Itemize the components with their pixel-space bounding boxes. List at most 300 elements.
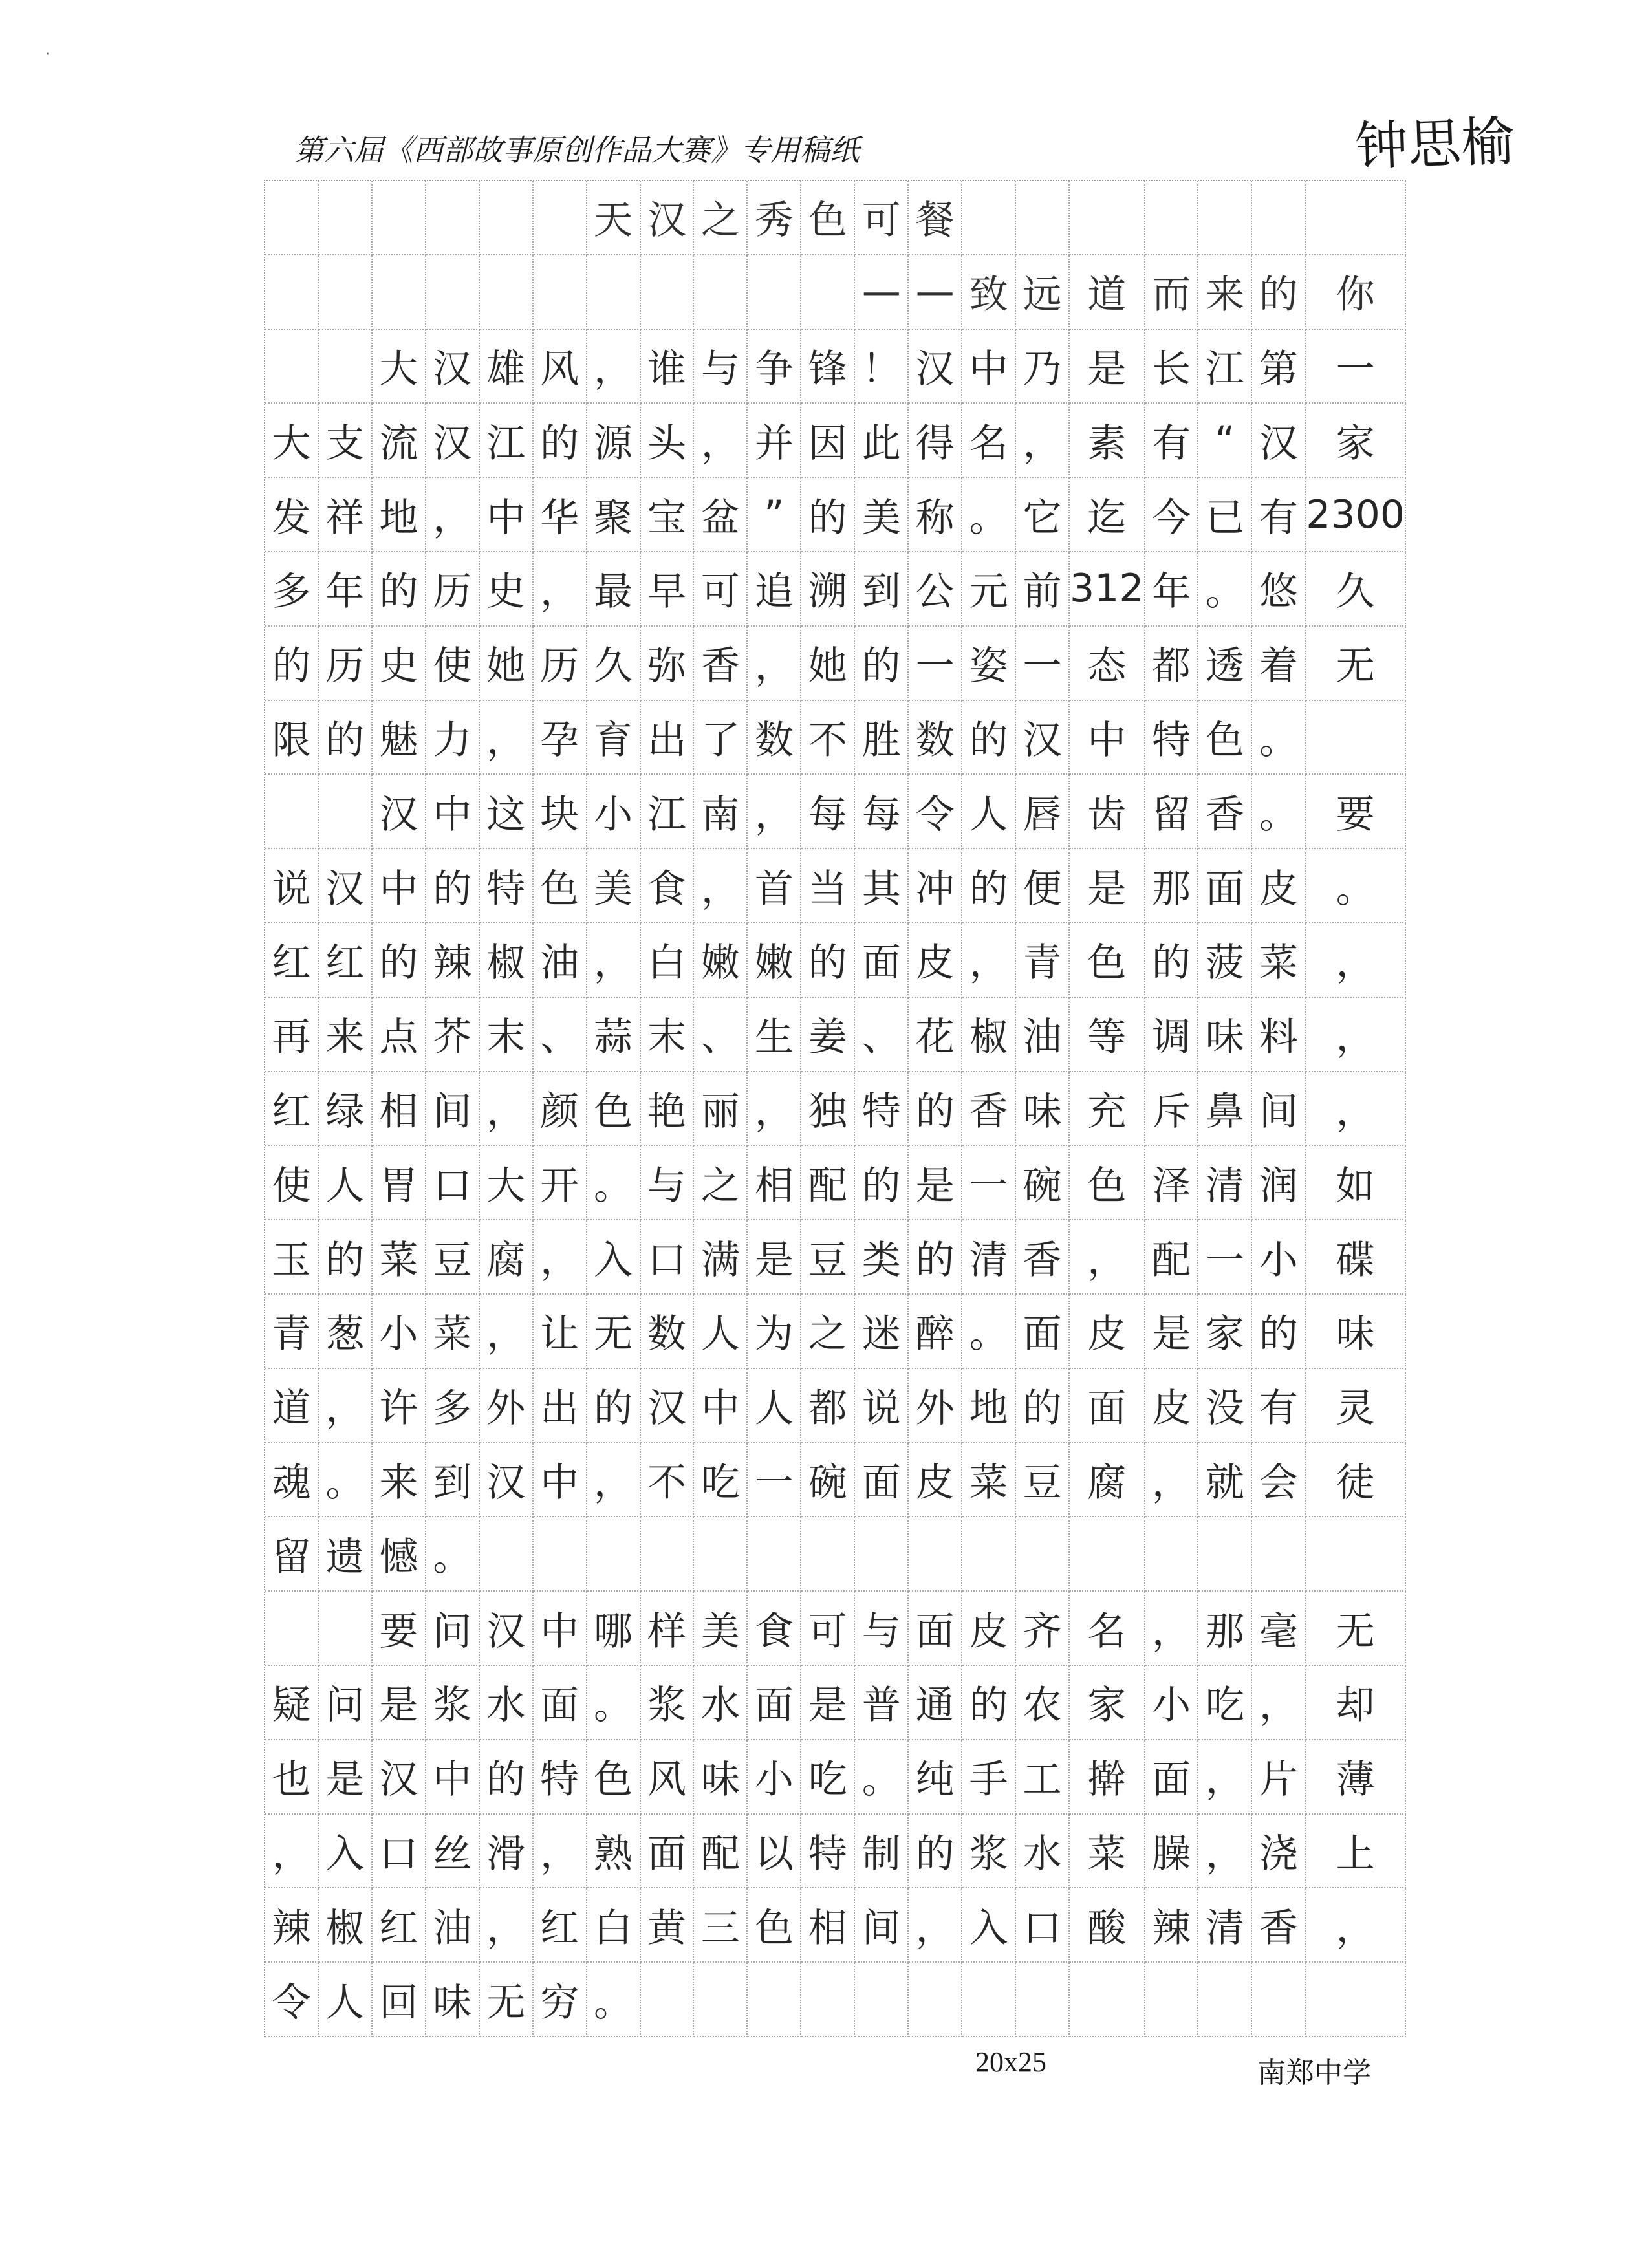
grid-cell: 华 <box>534 478 587 552</box>
grid-cell: 农 <box>1016 1666 1070 1740</box>
grid-cell: 汉 <box>426 330 480 404</box>
grid-cell: ， <box>265 1815 319 1889</box>
manuscript-grid <box>264 180 1406 2037</box>
grid-cell: ， <box>1198 1740 1252 1815</box>
contest-header: 第六届《西部故事原创作品大赛》专用稿纸 <box>294 133 860 167</box>
grid-cell: 人 <box>748 1369 801 1443</box>
grid-cell: 。 <box>962 1295 1016 1369</box>
grid-cell: 特 <box>855 1072 909 1147</box>
grid-cell: 味 <box>1306 1295 1406 1369</box>
grid-cell: 清 <box>1198 1146 1252 1220</box>
grid-cell: 味 <box>694 1740 748 1815</box>
grid-cell: 疑 <box>265 1666 319 1740</box>
grid-cell: 数 <box>748 701 801 775</box>
grid-cell: 久 <box>587 627 641 701</box>
grid-cell: 数 <box>909 701 962 775</box>
grid-cell: 中 <box>534 1592 587 1666</box>
grid-cell: ， <box>1306 998 1406 1072</box>
grid-cell: 是 <box>319 1740 373 1815</box>
grid-cell: 面 <box>1145 1740 1199 1815</box>
grid-cell: 色 <box>1070 1146 1145 1220</box>
grid-cell: 普 <box>855 1666 909 1740</box>
grid-cell <box>962 1517 1016 1592</box>
grid-cell: ， <box>1306 1072 1406 1147</box>
grid-cell: 独 <box>801 1072 855 1147</box>
grid-cell <box>1145 1963 1199 2037</box>
grid-cell: ， <box>319 1369 373 1443</box>
grid-cell: 它 <box>1016 478 1070 552</box>
grid-cell: 美 <box>855 478 909 552</box>
grid-cell: 名 <box>1070 1592 1145 1666</box>
grid-cell: 徒 <box>1306 1443 1406 1518</box>
title-cell <box>373 255 426 330</box>
grid-cell: 称 <box>909 478 962 552</box>
grid-cell: 色 <box>534 849 587 923</box>
title-cell <box>1252 181 1306 255</box>
grid-cell: 历 <box>534 627 587 701</box>
grid-cell: 要 <box>1306 775 1406 849</box>
grid-cell: 吃 <box>801 1740 855 1815</box>
grid-cell: 中 <box>373 849 426 923</box>
grid-cell: 争 <box>748 330 801 404</box>
grid-cell: 大 <box>373 330 426 404</box>
grid-cell: 皮 <box>1145 1369 1199 1443</box>
title-cell: 汉 <box>641 181 695 255</box>
grid-cell: 是 <box>373 1666 426 1740</box>
grid-cell: 以 <box>748 1815 801 1889</box>
grid-cell: 青 <box>1016 923 1070 998</box>
grid-cell: 丽 <box>694 1072 748 1147</box>
grid-cell <box>480 1517 534 1592</box>
grid-cell <box>319 1592 373 1666</box>
grid-cell: 并 <box>748 404 801 478</box>
grid-cell: 。 <box>587 1666 641 1740</box>
grid-cell: 无 <box>480 1963 534 2037</box>
grid-cell: 元 <box>962 552 1016 627</box>
grid-cell: 面 <box>534 1666 587 1740</box>
grid-cell: 间 <box>855 1888 909 1963</box>
grid-cell: 酸 <box>1070 1888 1145 1963</box>
grid-cell: 发 <box>265 478 319 552</box>
grid-cell: 多 <box>265 552 319 627</box>
grid-cell: 清 <box>962 1220 1016 1295</box>
grid-cell: 都 <box>801 1369 855 1443</box>
grid-cell: 菜 <box>373 1220 426 1295</box>
title-cell <box>480 181 534 255</box>
grid-cell: 如 <box>1306 1146 1406 1220</box>
grid-cell: 雄 <box>480 330 534 404</box>
title-cell <box>265 181 319 255</box>
grid-cell: 灵 <box>1306 1369 1406 1443</box>
grid-cell: 味 <box>1016 1072 1070 1147</box>
grid-cell: 菜 <box>1070 1815 1145 1889</box>
grid-cell: 来 <box>319 998 373 1072</box>
title-cell <box>319 255 373 330</box>
grid-cell: 限 <box>265 701 319 775</box>
grid-cell: 第 <box>1252 330 1306 404</box>
grid-cell: 色 <box>587 1740 641 1815</box>
grid-cell: 嫩 <box>748 923 801 998</box>
grid-cell: 不 <box>801 701 855 775</box>
grid-cell: 相 <box>748 1146 801 1220</box>
grid-cell: 味 <box>426 1963 480 2037</box>
grid-cell: 唇 <box>1016 775 1070 849</box>
grid-cell: 让 <box>534 1295 587 1369</box>
grid-cell: 皮 <box>1070 1295 1145 1369</box>
grid-cell: 三 <box>694 1888 748 1963</box>
grid-cell: 中 <box>480 478 534 552</box>
grid-cell <box>748 1517 801 1592</box>
grid-cell: 碗 <box>1016 1146 1070 1220</box>
grid-cell: 有 <box>1252 1369 1306 1443</box>
grid-cell: 味 <box>1198 998 1252 1072</box>
grid-cell: 的 <box>480 1740 534 1815</box>
title-cell <box>748 255 801 330</box>
grid-cell: 香 <box>962 1072 1016 1147</box>
grid-cell: 椒 <box>319 1888 373 1963</box>
grid-cell: 香 <box>694 627 748 701</box>
grid-cell: 汉 <box>909 330 962 404</box>
grid-cell: 吃 <box>694 1443 748 1518</box>
grid-cell: 祥 <box>319 478 373 552</box>
grid-cell: 油 <box>426 1888 480 1963</box>
grid-cell: 聚 <box>587 478 641 552</box>
title-cell <box>962 181 1016 255</box>
grid-cell: ， <box>748 1072 801 1147</box>
grid-cell: 特 <box>801 1815 855 1889</box>
grid-cell: 满 <box>694 1220 748 1295</box>
grid-cell: 地 <box>373 478 426 552</box>
grid-cell: 小 <box>1252 1220 1306 1295</box>
grid-cell: 皮 <box>909 923 962 998</box>
grid-cell: 红 <box>534 1888 587 1963</box>
title-cell <box>480 255 534 330</box>
grid-cell: 盆 <box>694 478 748 552</box>
grid-cell: 无 <box>587 1295 641 1369</box>
grid-cell: ， <box>1198 1815 1252 1889</box>
grid-cell <box>1252 1963 1306 2037</box>
grid-cell <box>1306 701 1406 775</box>
grid-cell: 的 <box>319 1220 373 1295</box>
grid-cell: 透 <box>1198 627 1252 701</box>
grid-cell: 汉 <box>1252 404 1306 478</box>
title-cell <box>534 255 587 330</box>
grid-cell: 黄 <box>641 1888 695 1963</box>
grid-cell: 食 <box>641 849 695 923</box>
grid-cell: 许 <box>373 1369 426 1443</box>
grid-cell: 葱 <box>319 1295 373 1369</box>
grid-cell: 江 <box>480 404 534 478</box>
grid-cell: ， <box>587 1443 641 1518</box>
grid-cell: 浆 <box>426 1666 480 1740</box>
grid-cell: 其 <box>855 849 909 923</box>
grid-cell: 哪 <box>587 1592 641 1666</box>
grid-cell <box>748 1963 801 2037</box>
title-cell <box>1070 181 1145 255</box>
grid-cell: 道 <box>265 1369 319 1443</box>
grid-cell: 江 <box>1198 330 1252 404</box>
grid-cell: 滑 <box>480 1815 534 1889</box>
grid-cell: ， <box>534 1220 587 1295</box>
grid-cell: 穷 <box>534 1963 587 2037</box>
grid-cell: 的 <box>962 701 1016 775</box>
grid-cell: 。 <box>1252 775 1306 849</box>
grid-cell: 。 <box>855 1740 909 1815</box>
grid-cell: 臊 <box>1145 1815 1199 1889</box>
grid-cell: 的 <box>373 923 426 998</box>
grid-cell: 菜 <box>1252 923 1306 998</box>
grid-cell: 无 <box>1306 627 1406 701</box>
grid-cell: 辣 <box>265 1888 319 1963</box>
grid-cell: 特 <box>534 1740 587 1815</box>
grid-cell: 冲 <box>909 849 962 923</box>
grid-cell: 南 <box>694 775 748 849</box>
grid-cell: 是 <box>801 1666 855 1740</box>
title-cell: 秀 <box>748 181 801 255</box>
grid-cell: 小 <box>1145 1666 1199 1740</box>
grid-cell: 风 <box>641 1740 695 1815</box>
grid-cell: 齐 <box>1016 1592 1070 1666</box>
grid-cell: 的 <box>426 849 480 923</box>
title-cell <box>534 181 587 255</box>
grid-cell: 一 <box>1306 330 1406 404</box>
grid-cell <box>909 1963 962 2037</box>
grid-cell: 入 <box>319 1815 373 1889</box>
grid-cell: 毫 <box>1252 1592 1306 1666</box>
title-cell <box>694 255 748 330</box>
grid-cell: 得 <box>909 404 962 478</box>
grid-cell: 已 <box>1198 478 1252 552</box>
grid-cell <box>1198 1517 1252 1592</box>
grid-cell: ， <box>534 1815 587 1889</box>
grid-cell: 绿 <box>319 1072 373 1147</box>
title-cell: 你 <box>1306 255 1406 330</box>
grid-cell: 通 <box>909 1666 962 1740</box>
grid-cell <box>801 1963 855 2037</box>
grid-cell: 块 <box>534 775 587 849</box>
grid-cell <box>1306 1963 1406 2037</box>
grid-cell: 乃 <box>1016 330 1070 404</box>
grid-cell: 蒜 <box>587 998 641 1072</box>
grid-cell: 回 <box>373 1963 426 2037</box>
grid-cell: 口 <box>1016 1888 1070 1963</box>
grid-cell: 点 <box>373 998 426 1072</box>
grid-cell: 汉 <box>641 1369 695 1443</box>
grid-cell: 。 <box>587 1146 641 1220</box>
grid-cell: 要 <box>373 1592 426 1666</box>
grid-size-label: 20x25 <box>975 2046 1046 2078</box>
grid-cell: 面 <box>1016 1295 1070 1369</box>
grid-cell: 纯 <box>909 1740 962 1815</box>
grid-cell: 面 <box>909 1592 962 1666</box>
grid-cell <box>1252 1517 1306 1592</box>
grid-cell: 这 <box>480 775 534 849</box>
grid-cell: 。 <box>1306 849 1406 923</box>
grid-cell: 会 <box>1252 1443 1306 1518</box>
grid-cell: 的 <box>962 849 1016 923</box>
grid-cell: 令 <box>909 775 962 849</box>
grid-cell <box>319 330 373 404</box>
grid-cell: ， <box>480 1888 534 1963</box>
grid-cell: 润 <box>1252 1146 1306 1220</box>
grid-cell: 弥 <box>641 627 695 701</box>
grid-cell: 多 <box>426 1369 480 1443</box>
grid-cell: 说 <box>855 1369 909 1443</box>
grid-cell <box>1070 1517 1145 1592</box>
grid-cell: 水 <box>694 1666 748 1740</box>
grid-cell: 汉 <box>480 1443 534 1518</box>
grid-cell: 名 <box>962 404 1016 478</box>
grid-cell: 迷 <box>855 1295 909 1369</box>
grid-cell: 中 <box>1070 701 1145 775</box>
grid-cell: 外 <box>909 1369 962 1443</box>
grid-cell: ， <box>1016 404 1070 478</box>
grid-cell: 魂 <box>265 1443 319 1518</box>
grid-cell: 的 <box>855 1146 909 1220</box>
grid-cell: 熟 <box>587 1815 641 1889</box>
grid-cell: 有 <box>1145 404 1199 478</box>
grid-cell: 菜 <box>962 1443 1016 1518</box>
grid-cell: 。 <box>319 1443 373 1518</box>
grid-cell: 与 <box>855 1592 909 1666</box>
grid-cell: 的 <box>801 923 855 998</box>
grid-cell: 颜 <box>534 1072 587 1147</box>
grid-cell: 因 <box>801 404 855 478</box>
grid-cell: 态 <box>1070 627 1145 701</box>
grid-cell: 人 <box>694 1295 748 1369</box>
grid-cell: 。 <box>426 1517 480 1592</box>
grid-cell: 斥 <box>1145 1072 1199 1147</box>
grid-cell: ， <box>534 552 587 627</box>
grid-cell: 、 <box>694 998 748 1072</box>
grid-cell: 是 <box>748 1220 801 1295</box>
grid-cell: 首 <box>748 849 801 923</box>
grid-cell: 的 <box>962 1666 1016 1740</box>
grid-cell <box>1198 1963 1252 2037</box>
title-cell <box>1198 181 1252 255</box>
grid-cell: 齿 <box>1070 775 1145 849</box>
grid-cell: 色 <box>1070 923 1145 998</box>
grid-cell: 历 <box>426 552 480 627</box>
grid-cell: 片 <box>1252 1740 1306 1815</box>
grid-cell: 着 <box>1252 627 1306 701</box>
title-cell: 远 <box>1016 255 1070 330</box>
grid-cell: 样 <box>641 1592 695 1666</box>
grid-cell: 的 <box>319 701 373 775</box>
grid-cell: 的 <box>587 1369 641 1443</box>
title-cell: — <box>909 255 962 330</box>
grid-cell: 玉 <box>265 1220 319 1295</box>
grid-cell: 面 <box>855 1443 909 1518</box>
title-cell <box>641 255 695 330</box>
grid-cell: 一 <box>748 1443 801 1518</box>
grid-cell: 溯 <box>801 552 855 627</box>
grid-cell: 间 <box>1252 1072 1306 1147</box>
grid-cell: 人 <box>319 1963 373 2037</box>
grid-cell: 中 <box>426 775 480 849</box>
grid-cell: 出 <box>641 701 695 775</box>
grid-cell: 入 <box>962 1888 1016 1963</box>
grid-cell: 充 <box>1070 1072 1145 1147</box>
grid-cell: 腐 <box>1070 1443 1145 1518</box>
grid-cell: ， <box>1145 1592 1199 1666</box>
grid-cell: 芥 <box>426 998 480 1072</box>
grid-cell: 皮 <box>962 1592 1016 1666</box>
grid-cell: 为 <box>748 1295 801 1369</box>
grid-cell: 悠 <box>1252 552 1306 627</box>
grid-cell: ， <box>587 923 641 998</box>
grid-cell: 手 <box>962 1740 1016 1815</box>
grid-cell: 碟 <box>1306 1220 1406 1295</box>
grid-cell: 、 <box>855 998 909 1072</box>
grid-cell: 数 <box>641 1295 695 1369</box>
title-cell: 可 <box>855 181 909 255</box>
grid-cell: 红 <box>319 923 373 998</box>
grid-cell <box>855 1517 909 1592</box>
grid-cell: 公 <box>909 552 962 627</box>
grid-cell: 是 <box>1070 849 1145 923</box>
grid-cell: 那 <box>1198 1592 1252 1666</box>
grid-cell: 豆 <box>426 1220 480 1295</box>
grid-cell: 制 <box>855 1815 909 1889</box>
grid-cell <box>265 330 319 404</box>
grid-cell: 的 <box>909 1072 962 1147</box>
grid-cell: 遗 <box>319 1517 373 1592</box>
grid-cell: 头 <box>641 404 695 478</box>
scan-speck: · <box>45 47 50 63</box>
title-cell: — <box>855 255 909 330</box>
grid-cell: 谁 <box>641 330 695 404</box>
grid-cell: 。 <box>1252 701 1306 775</box>
grid-cell <box>1016 1517 1070 1592</box>
grid-cell: 。 <box>587 1963 641 2037</box>
grid-cell: 便 <box>1016 849 1070 923</box>
title-cell <box>1145 181 1199 255</box>
grid-cell: 当 <box>801 849 855 923</box>
grid-cell: 小 <box>373 1295 426 1369</box>
grid-cell: 配 <box>801 1146 855 1220</box>
grid-cell: 早 <box>641 552 695 627</box>
grid-cell: 今 <box>1145 478 1199 552</box>
title-cell: 的 <box>1252 255 1306 330</box>
grid-cell: 的 <box>1145 923 1199 998</box>
grid-cell: 源 <box>587 404 641 478</box>
grid-cell: ！ <box>855 330 909 404</box>
grid-cell: ， <box>1306 1888 1406 1963</box>
grid-cell: 追 <box>748 552 801 627</box>
title-cell: 色 <box>801 181 855 255</box>
grid-cell: ” <box>748 478 801 552</box>
grid-cell: ， <box>587 330 641 404</box>
grid-cell: 椒 <box>962 998 1016 1072</box>
grid-cell: 辣 <box>426 923 480 998</box>
grid-cell: 浆 <box>962 1815 1016 1889</box>
grid-cell: ， <box>426 478 480 552</box>
grid-cell: 浇 <box>1252 1815 1306 1889</box>
title-cell <box>801 255 855 330</box>
grid-cell: 清 <box>1198 1888 1252 1963</box>
grid-cell: 留 <box>1145 775 1199 849</box>
title-cell: 天 <box>587 181 641 255</box>
grid-cell: 中 <box>694 1369 748 1443</box>
grid-cell: “ <box>1198 404 1252 478</box>
grid-cell: 家 <box>1198 1295 1252 1369</box>
grid-cell: 擀 <box>1070 1740 1145 1815</box>
grid-cell: 类 <box>855 1220 909 1295</box>
title-cell <box>587 255 641 330</box>
grid-cell: 使 <box>426 627 480 701</box>
title-cell <box>319 181 373 255</box>
